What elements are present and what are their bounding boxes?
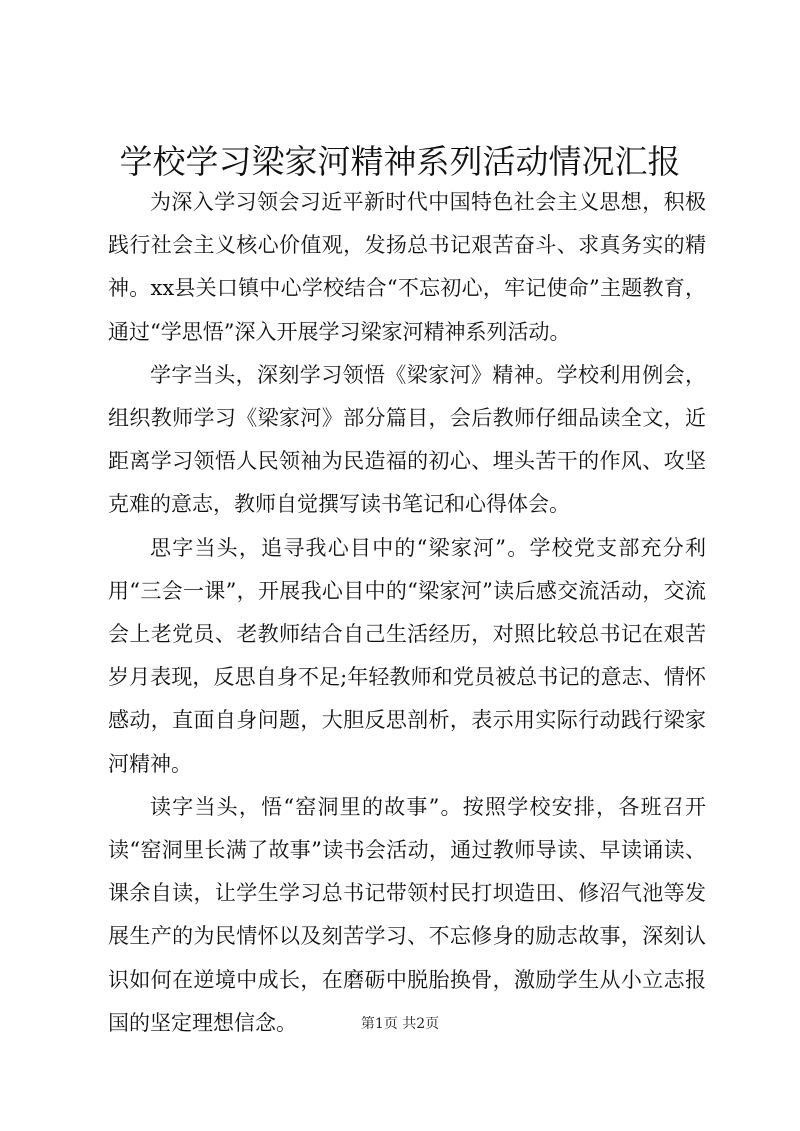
document-title: 学校学习梁家河精神系列活动情况汇报 [119,142,681,181]
paragraph-read: 读字当头，悟“窑洞里的故事”。按照学校安排，各班召开读“窑洞里长满了故事”读书会活动，通过教师导读、早读诵读、课余自读，让学生学习总书记带领村民打坝造田、修沼气池等发展生产的为民情怀以及刻苦学习、不忘修身的励志故事，深刻认识如何在逆境中成长，在磨砺中脱胎换骨，激励学生从小立志报国的坚定理想信念。 [108,794,706,1035]
paragraph-study: 学字当头，深刻学习领悟《梁家河》精神。学校利用例会，组织教师学习《梁家河》部分篇目，会后教师仔细品读全文，近距离学习领悟人民领袖为民造福的初心、埋头苦干的作风、攻坚克难的意志，教师自觉撰写读书笔记和心得体会。 [108,362,706,517]
paragraph-intro: 为深入学习领会习近平新时代中国特色社会主义思想，积极践行社会主义核心价值观，发扬总书记艰苦奋斗、求真务实的精神。xx县关口镇中心学校结合“不忘初心，牢记使命”主题教育，通过“学思悟”深入开展学习梁家河精神系列活动。 [108,190,706,344]
document-body [108,181,706,1045]
page-number-footer: 第1页 共2页 [360,1016,440,1032]
paragraph-reflect: 思字当头，追寻我心目中的“梁家河”。学校党支部充分利用“三会一课”，开展我心目中的“梁家河”读后感交流活动，交流会上老党员、老教师结合自己生活经历，对照比较总书记在艰苦岁月表现，反思自身不足;年轻教师和党员被总书记的意志、情怀感动，直面自身问题，大胆反思剖析，表示用实际行动践行梁家河精神。 [108,535,706,776]
